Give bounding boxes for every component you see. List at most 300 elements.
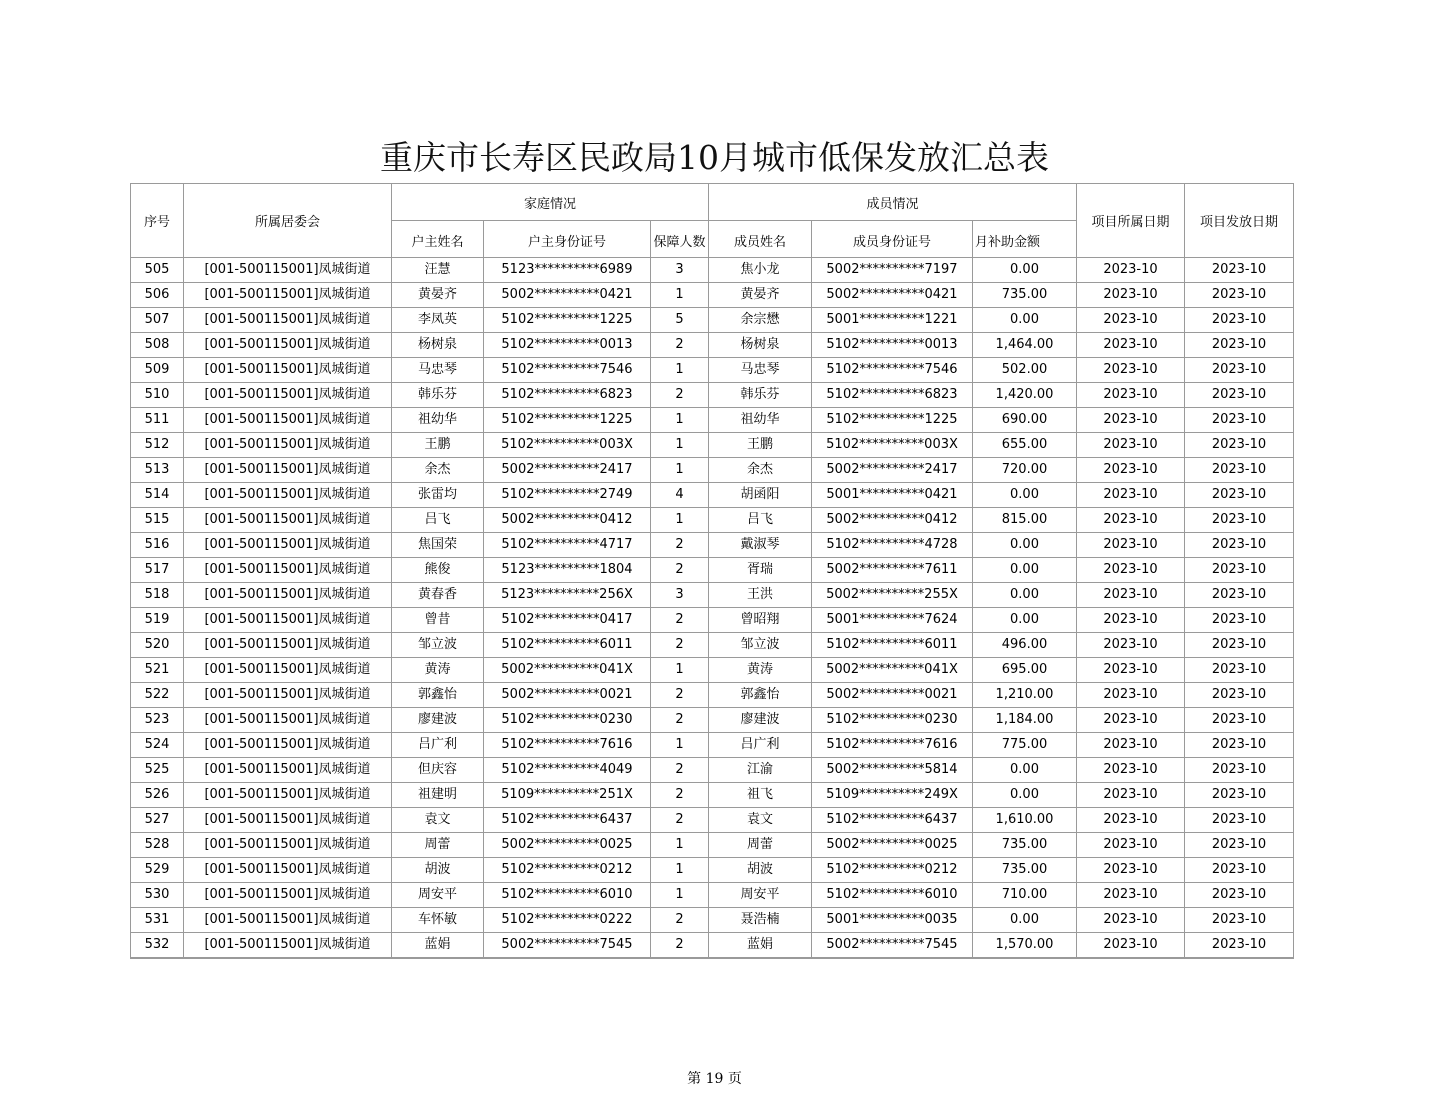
cell-seq: 526 <box>131 783 184 808</box>
cell-belong-date: 2023-10 <box>1077 333 1185 358</box>
cell-head-name: 廖建波 <box>392 708 484 733</box>
cell-member-id: 5002**********7197 <box>812 258 973 283</box>
table-row <box>131 608 1294 633</box>
header-member-id: 成员身份证号 <box>812 221 973 258</box>
cell-head-name: 黄春香 <box>392 583 484 608</box>
cell-head-name: 郭鑫怡 <box>392 683 484 708</box>
cell-seq: 520 <box>131 633 184 658</box>
cell-member-id: 5001**********0421 <box>812 483 973 508</box>
table-row <box>131 258 1294 283</box>
cell-committee: [001-500115001]凤城街道 <box>184 333 392 358</box>
cell-head-name: 祖建明 <box>392 783 484 808</box>
cell-head-name: 张雷均 <box>392 483 484 508</box>
table-row <box>131 433 1294 458</box>
cell-issue-date: 2023-10 <box>1185 433 1294 458</box>
cell-member-id: 5102**********1225 <box>812 408 973 433</box>
cell-member-id: 5102**********7616 <box>812 733 973 758</box>
cell-head-id: 5102**********1225 <box>484 408 651 433</box>
cell-head-id: 5102**********0417 <box>484 608 651 633</box>
cell-head-name: 但庆容 <box>392 758 484 783</box>
cell-belong-date: 2023-10 <box>1077 908 1185 933</box>
cell-head-id: 5123**********6989 <box>484 258 651 283</box>
cell-belong-date: 2023-10 <box>1077 533 1185 558</box>
cell-amount: 710.00 <box>973 883 1077 908</box>
cell-head-id: 5102**********6823 <box>484 383 651 408</box>
cell-seq: 521 <box>131 658 184 683</box>
cell-amount: 0.00 <box>973 558 1077 583</box>
cell-seq: 513 <box>131 458 184 483</box>
cell-committee: [001-500115001]凤城街道 <box>184 308 392 333</box>
cell-issue-date: 2023-10 <box>1185 358 1294 383</box>
cell-issue-date: 2023-10 <box>1185 708 1294 733</box>
cell-head-name: 周安平 <box>392 883 484 908</box>
cell-member-id: 5002**********0021 <box>812 683 973 708</box>
cell-amount: 775.00 <box>973 733 1077 758</box>
cell-issue-date: 2023-10 <box>1185 783 1294 808</box>
header-belong-date: 项目所属日期 <box>1077 184 1185 258</box>
cell-belong-date: 2023-10 <box>1077 283 1185 308</box>
cell-head-id: 5002**********041X <box>484 658 651 683</box>
cell-member-id: 5002**********2417 <box>812 458 973 483</box>
cell-issue-date: 2023-10 <box>1185 808 1294 833</box>
cell-issue-date: 2023-10 <box>1185 308 1294 333</box>
cell-seq: 510 <box>131 383 184 408</box>
cell-belong-date: 2023-10 <box>1077 858 1185 883</box>
cell-committee: [001-500115001]凤城街道 <box>184 583 392 608</box>
cell-member-id: 5001**********0035 <box>812 908 973 933</box>
cell-amount: 1,210.00 <box>973 683 1077 708</box>
cell-head-name: 余杰 <box>392 458 484 483</box>
cell-seq: 507 <box>131 308 184 333</box>
cell-count: 2 <box>651 808 709 833</box>
cell-member-name: 胡波 <box>709 858 812 883</box>
cell-issue-date: 2023-10 <box>1185 333 1294 358</box>
cell-count: 2 <box>651 908 709 933</box>
table-body <box>131 258 1294 959</box>
cell-member-name: 江渝 <box>709 758 812 783</box>
cell-amount: 0.00 <box>973 583 1077 608</box>
cell-member-id: 5002**********0421 <box>812 283 973 308</box>
cell-member-name: 余宗懋 <box>709 308 812 333</box>
cell-head-id: 5102**********6437 <box>484 808 651 833</box>
cell-member-name: 黄晏齐 <box>709 283 812 308</box>
cell-member-id: 5102**********6011 <box>812 633 973 658</box>
cell-member-id: 5002**********7611 <box>812 558 973 583</box>
cell-count: 3 <box>651 583 709 608</box>
cell-head-name: 焦国荣 <box>392 533 484 558</box>
cell-belong-date: 2023-10 <box>1077 583 1185 608</box>
cell-issue-date: 2023-10 <box>1185 908 1294 933</box>
cell-head-id: 5102**********7616 <box>484 733 651 758</box>
cell-head-id: 5102**********7546 <box>484 358 651 383</box>
table-row <box>131 908 1294 933</box>
cell-count: 1 <box>651 283 709 308</box>
cell-amount: 502.00 <box>973 358 1077 383</box>
cell-count: 2 <box>651 608 709 633</box>
cell-member-name: 马忠琴 <box>709 358 812 383</box>
cell-head-id: 5002**********2417 <box>484 458 651 483</box>
cell-head-name: 黄晏齐 <box>392 283 484 308</box>
table-row <box>131 458 1294 483</box>
cell-head-name: 王鹏 <box>392 433 484 458</box>
cell-head-id: 5123**********1804 <box>484 558 651 583</box>
cell-count: 1 <box>651 733 709 758</box>
cell-belong-date: 2023-10 <box>1077 483 1185 508</box>
cell-head-id: 5123**********256X <box>484 583 651 608</box>
header-issue-date: 项目发放日期 <box>1185 184 1294 258</box>
cell-issue-date: 2023-10 <box>1185 733 1294 758</box>
cell-member-name: 胡函阳 <box>709 483 812 508</box>
cell-member-id: 5001**********7624 <box>812 608 973 633</box>
cell-amount: 0.00 <box>973 608 1077 633</box>
cell-seq: 527 <box>131 808 184 833</box>
cell-head-name: 曾昔 <box>392 608 484 633</box>
cell-belong-date: 2023-10 <box>1077 558 1185 583</box>
cell-head-id: 5102**********0212 <box>484 858 651 883</box>
cell-member-name: 郭鑫怡 <box>709 683 812 708</box>
cell-seq: 524 <box>131 733 184 758</box>
cell-seq: 528 <box>131 833 184 858</box>
cell-head-name: 杨树泉 <box>392 333 484 358</box>
cell-issue-date: 2023-10 <box>1185 658 1294 683</box>
cell-belong-date: 2023-10 <box>1077 783 1185 808</box>
cell-count: 1 <box>651 408 709 433</box>
cell-amount: 0.00 <box>973 533 1077 558</box>
cell-member-id: 5102**********4728 <box>812 533 973 558</box>
cell-member-name: 王洪 <box>709 583 812 608</box>
cell-member-name: 邹立波 <box>709 633 812 658</box>
cell-member-name: 周蕾 <box>709 833 812 858</box>
cell-head-name: 车怀敏 <box>392 908 484 933</box>
cell-issue-date: 2023-10 <box>1185 858 1294 883</box>
cell-seq: 515 <box>131 508 184 533</box>
cell-committee: [001-500115001]凤城街道 <box>184 833 392 858</box>
cell-head-name: 熊俊 <box>392 558 484 583</box>
cell-member-name: 戴淑琴 <box>709 533 812 558</box>
cell-head-name: 韩乐芬 <box>392 383 484 408</box>
cell-amount: 720.00 <box>973 458 1077 483</box>
header-amount: 月补助金额 <box>973 221 1077 258</box>
cell-committee: [001-500115001]凤城街道 <box>184 458 392 483</box>
cell-member-name: 祖飞 <box>709 783 812 808</box>
table-row <box>131 533 1294 558</box>
cell-amount: 695.00 <box>973 658 1077 683</box>
cell-amount: 690.00 <box>973 408 1077 433</box>
cell-head-id: 5002**********0412 <box>484 508 651 533</box>
header-head-id: 户主身份证号 <box>484 221 651 258</box>
cell-issue-date: 2023-10 <box>1185 383 1294 408</box>
cell-member-id: 5102**********003X <box>812 433 973 458</box>
cell-committee: [001-500115001]凤城街道 <box>184 508 392 533</box>
cell-member-id: 5002**********7545 <box>812 933 973 959</box>
cell-seq: 531 <box>131 908 184 933</box>
cell-head-id: 5102**********0230 <box>484 708 651 733</box>
cell-head-name: 袁文 <box>392 808 484 833</box>
cell-count: 2 <box>651 933 709 959</box>
cell-committee: [001-500115001]凤城街道 <box>184 658 392 683</box>
table-row <box>131 308 1294 333</box>
cell-committee: [001-500115001]凤城街道 <box>184 633 392 658</box>
cell-count: 2 <box>651 758 709 783</box>
header-member-name: 成员姓名 <box>709 221 812 258</box>
cell-amount: 1,464.00 <box>973 333 1077 358</box>
cell-belong-date: 2023-10 <box>1077 733 1185 758</box>
table-row <box>131 483 1294 508</box>
cell-member-id: 5002**********041X <box>812 658 973 683</box>
cell-amount: 655.00 <box>973 433 1077 458</box>
cell-seq: 522 <box>131 683 184 708</box>
cell-member-id: 5102**********0230 <box>812 708 973 733</box>
cell-amount: 815.00 <box>973 508 1077 533</box>
cell-issue-date: 2023-10 <box>1185 933 1294 959</box>
cell-head-id: 5002**********0025 <box>484 833 651 858</box>
cell-member-id: 5102**********6010 <box>812 883 973 908</box>
cell-head-id: 5102**********6011 <box>484 633 651 658</box>
cell-amount: 1,420.00 <box>973 383 1077 408</box>
cell-issue-date: 2023-10 <box>1185 483 1294 508</box>
cell-seq: 505 <box>131 258 184 283</box>
cell-head-id: 5002**********0021 <box>484 683 651 708</box>
table-row <box>131 408 1294 433</box>
cell-committee: [001-500115001]凤城街道 <box>184 708 392 733</box>
cell-member-id: 5002**********255X <box>812 583 973 608</box>
cell-belong-date: 2023-10 <box>1077 358 1185 383</box>
cell-member-name: 周安平 <box>709 883 812 908</box>
cell-issue-date: 2023-10 <box>1185 583 1294 608</box>
cell-head-id: 5102**********6010 <box>484 883 651 908</box>
cell-member-name: 曾昭翔 <box>709 608 812 633</box>
table-row <box>131 283 1294 308</box>
cell-head-name: 吕广利 <box>392 733 484 758</box>
cell-member-id: 5102**********6823 <box>812 383 973 408</box>
cell-seq: 506 <box>131 283 184 308</box>
table-row <box>131 733 1294 758</box>
table-row <box>131 583 1294 608</box>
cell-count: 1 <box>651 833 709 858</box>
cell-member-id: 5109**********249X <box>812 783 973 808</box>
cell-member-id: 5001**********1221 <box>812 308 973 333</box>
cell-count: 1 <box>651 458 709 483</box>
cell-committee: [001-500115001]凤城街道 <box>184 433 392 458</box>
cell-seq: 530 <box>131 883 184 908</box>
cell-seq: 525 <box>131 758 184 783</box>
cell-seq: 532 <box>131 933 184 959</box>
cell-amount: 0.00 <box>973 483 1077 508</box>
cell-member-name: 余杰 <box>709 458 812 483</box>
cell-belong-date: 2023-10 <box>1077 758 1185 783</box>
cell-member-id: 5002**********0025 <box>812 833 973 858</box>
cell-head-id: 5002**********7545 <box>484 933 651 959</box>
cell-amount: 1,570.00 <box>973 933 1077 959</box>
table-row <box>131 758 1294 783</box>
cell-count: 2 <box>651 783 709 808</box>
cell-count: 4 <box>651 483 709 508</box>
cell-committee: [001-500115001]凤城街道 <box>184 283 392 308</box>
cell-belong-date: 2023-10 <box>1077 683 1185 708</box>
cell-amount: 735.00 <box>973 858 1077 883</box>
cell-belong-date: 2023-10 <box>1077 633 1185 658</box>
cell-count: 1 <box>651 658 709 683</box>
cell-member-name: 韩乐芬 <box>709 383 812 408</box>
cell-committee: [001-500115001]凤城街道 <box>184 883 392 908</box>
cell-belong-date: 2023-10 <box>1077 708 1185 733</box>
cell-belong-date: 2023-10 <box>1077 308 1185 333</box>
cell-committee: [001-500115001]凤城街道 <box>184 858 392 883</box>
cell-issue-date: 2023-10 <box>1185 633 1294 658</box>
cell-head-id: 5102**********0222 <box>484 908 651 933</box>
cell-committee: [001-500115001]凤城街道 <box>184 908 392 933</box>
cell-count: 2 <box>651 333 709 358</box>
cell-committee: [001-500115001]凤城街道 <box>184 358 392 383</box>
cell-member-id: 5102**********6437 <box>812 808 973 833</box>
cell-belong-date: 2023-10 <box>1077 883 1185 908</box>
table-row <box>131 883 1294 908</box>
cell-member-id: 5102**********0013 <box>812 333 973 358</box>
cell-issue-date: 2023-10 <box>1185 533 1294 558</box>
table-row <box>131 333 1294 358</box>
cell-head-id: 5102**********4717 <box>484 533 651 558</box>
cell-member-name: 袁文 <box>709 808 812 833</box>
cell-count: 2 <box>651 708 709 733</box>
cell-head-id: 5102**********003X <box>484 433 651 458</box>
cell-head-id: 5102**********4049 <box>484 758 651 783</box>
cell-member-name: 吕广利 <box>709 733 812 758</box>
cell-amount: 735.00 <box>973 283 1077 308</box>
cell-issue-date: 2023-10 <box>1185 758 1294 783</box>
cell-belong-date: 2023-10 <box>1077 608 1185 633</box>
cell-belong-date: 2023-10 <box>1077 933 1185 959</box>
cell-member-id: 5102**********0212 <box>812 858 973 883</box>
cell-issue-date: 2023-10 <box>1185 558 1294 583</box>
cell-seq: 514 <box>131 483 184 508</box>
subsidy-table <box>130 183 1294 959</box>
cell-belong-date: 2023-10 <box>1077 458 1185 483</box>
cell-head-name: 汪慧 <box>392 258 484 283</box>
cell-amount: 1,610.00 <box>973 808 1077 833</box>
cell-committee: [001-500115001]凤城街道 <box>184 258 392 283</box>
cell-count: 1 <box>651 433 709 458</box>
table-row <box>131 658 1294 683</box>
page-title: 重庆市长寿区民政局10月城市低保发放汇总表 <box>380 138 1049 177</box>
cell-head-name: 周蕾 <box>392 833 484 858</box>
cell-belong-date: 2023-10 <box>1077 658 1185 683</box>
cell-amount: 496.00 <box>973 633 1077 658</box>
cell-member-name: 廖建波 <box>709 708 812 733</box>
table-row <box>131 383 1294 408</box>
cell-amount: 735.00 <box>973 833 1077 858</box>
cell-issue-date: 2023-10 <box>1185 258 1294 283</box>
cell-issue-date: 2023-10 <box>1185 408 1294 433</box>
header-count: 保障人数 <box>651 221 709 258</box>
cell-amount: 0.00 <box>973 308 1077 333</box>
cell-belong-date: 2023-10 <box>1077 833 1185 858</box>
cell-belong-date: 2023-10 <box>1077 408 1185 433</box>
cell-head-name: 邹立波 <box>392 633 484 658</box>
cell-head-id: 5109**********251X <box>484 783 651 808</box>
cell-count: 2 <box>651 383 709 408</box>
cell-count: 1 <box>651 508 709 533</box>
cell-member-id: 5102**********7546 <box>812 358 973 383</box>
table-row <box>131 783 1294 808</box>
cell-seq: 511 <box>131 408 184 433</box>
cell-head-id: 5102**********2749 <box>484 483 651 508</box>
cell-committee: [001-500115001]凤城街道 <box>184 758 392 783</box>
cell-seq: 519 <box>131 608 184 633</box>
cell-seq: 517 <box>131 558 184 583</box>
cell-seq: 512 <box>131 433 184 458</box>
cell-committee: [001-500115001]凤城街道 <box>184 383 392 408</box>
cell-amount: 0.00 <box>973 908 1077 933</box>
table-row <box>131 633 1294 658</box>
cell-member-name: 祖幼华 <box>709 408 812 433</box>
cell-seq: 516 <box>131 533 184 558</box>
cell-amount: 0.00 <box>973 758 1077 783</box>
cell-head-name: 胡波 <box>392 858 484 883</box>
cell-seq: 523 <box>131 708 184 733</box>
table-row <box>131 508 1294 533</box>
cell-member-name: 王鹏 <box>709 433 812 458</box>
cell-amount: 1,184.00 <box>973 708 1077 733</box>
cell-issue-date: 2023-10 <box>1185 833 1294 858</box>
cell-belong-date: 2023-10 <box>1077 508 1185 533</box>
table-row <box>131 933 1294 959</box>
cell-member-id: 5002**********0412 <box>812 508 973 533</box>
cell-count: 2 <box>651 533 709 558</box>
cell-issue-date: 2023-10 <box>1185 458 1294 483</box>
header-seq: 序号 <box>131 184 184 258</box>
cell-count: 5 <box>651 308 709 333</box>
cell-member-name: 聂浩楠 <box>709 908 812 933</box>
cell-issue-date: 2023-10 <box>1185 883 1294 908</box>
cell-count: 1 <box>651 858 709 883</box>
cell-committee: [001-500115001]凤城街道 <box>184 533 392 558</box>
cell-member-name: 吕飞 <box>709 508 812 533</box>
cell-head-name: 吕飞 <box>392 508 484 533</box>
cell-count: 1 <box>651 358 709 383</box>
cell-issue-date: 2023-10 <box>1185 508 1294 533</box>
table-row <box>131 708 1294 733</box>
cell-belong-date: 2023-10 <box>1077 433 1185 458</box>
cell-issue-date: 2023-10 <box>1185 608 1294 633</box>
cell-seq: 508 <box>131 333 184 358</box>
cell-head-name: 祖幼华 <box>392 408 484 433</box>
cell-member-id: 5002**********5814 <box>812 758 973 783</box>
cell-committee: [001-500115001]凤城街道 <box>184 933 392 959</box>
cell-member-name: 焦小龙 <box>709 258 812 283</box>
cell-head-id: 5102**********1225 <box>484 308 651 333</box>
cell-belong-date: 2023-10 <box>1077 383 1185 408</box>
header-family-group: 家庭情况 <box>392 184 709 221</box>
header-committee: 所属居委会 <box>184 184 392 258</box>
cell-committee: [001-500115001]凤城街道 <box>184 733 392 758</box>
cell-committee: [001-500115001]凤城街道 <box>184 783 392 808</box>
cell-seq: 509 <box>131 358 184 383</box>
cell-head-id: 5102**********0013 <box>484 333 651 358</box>
cell-amount: 0.00 <box>973 258 1077 283</box>
cell-seq: 518 <box>131 583 184 608</box>
cell-committee: [001-500115001]凤城街道 <box>184 808 392 833</box>
cell-committee: [001-500115001]凤城街道 <box>184 683 392 708</box>
table-row <box>131 358 1294 383</box>
cell-count: 2 <box>651 633 709 658</box>
table-row <box>131 683 1294 708</box>
cell-member-name: 胥瑞 <box>709 558 812 583</box>
header-head-name: 户主姓名 <box>392 221 484 258</box>
cell-count: 2 <box>651 558 709 583</box>
cell-issue-date: 2023-10 <box>1185 283 1294 308</box>
header-member-group: 成员情况 <box>709 184 1077 221</box>
cell-member-name: 黄涛 <box>709 658 812 683</box>
